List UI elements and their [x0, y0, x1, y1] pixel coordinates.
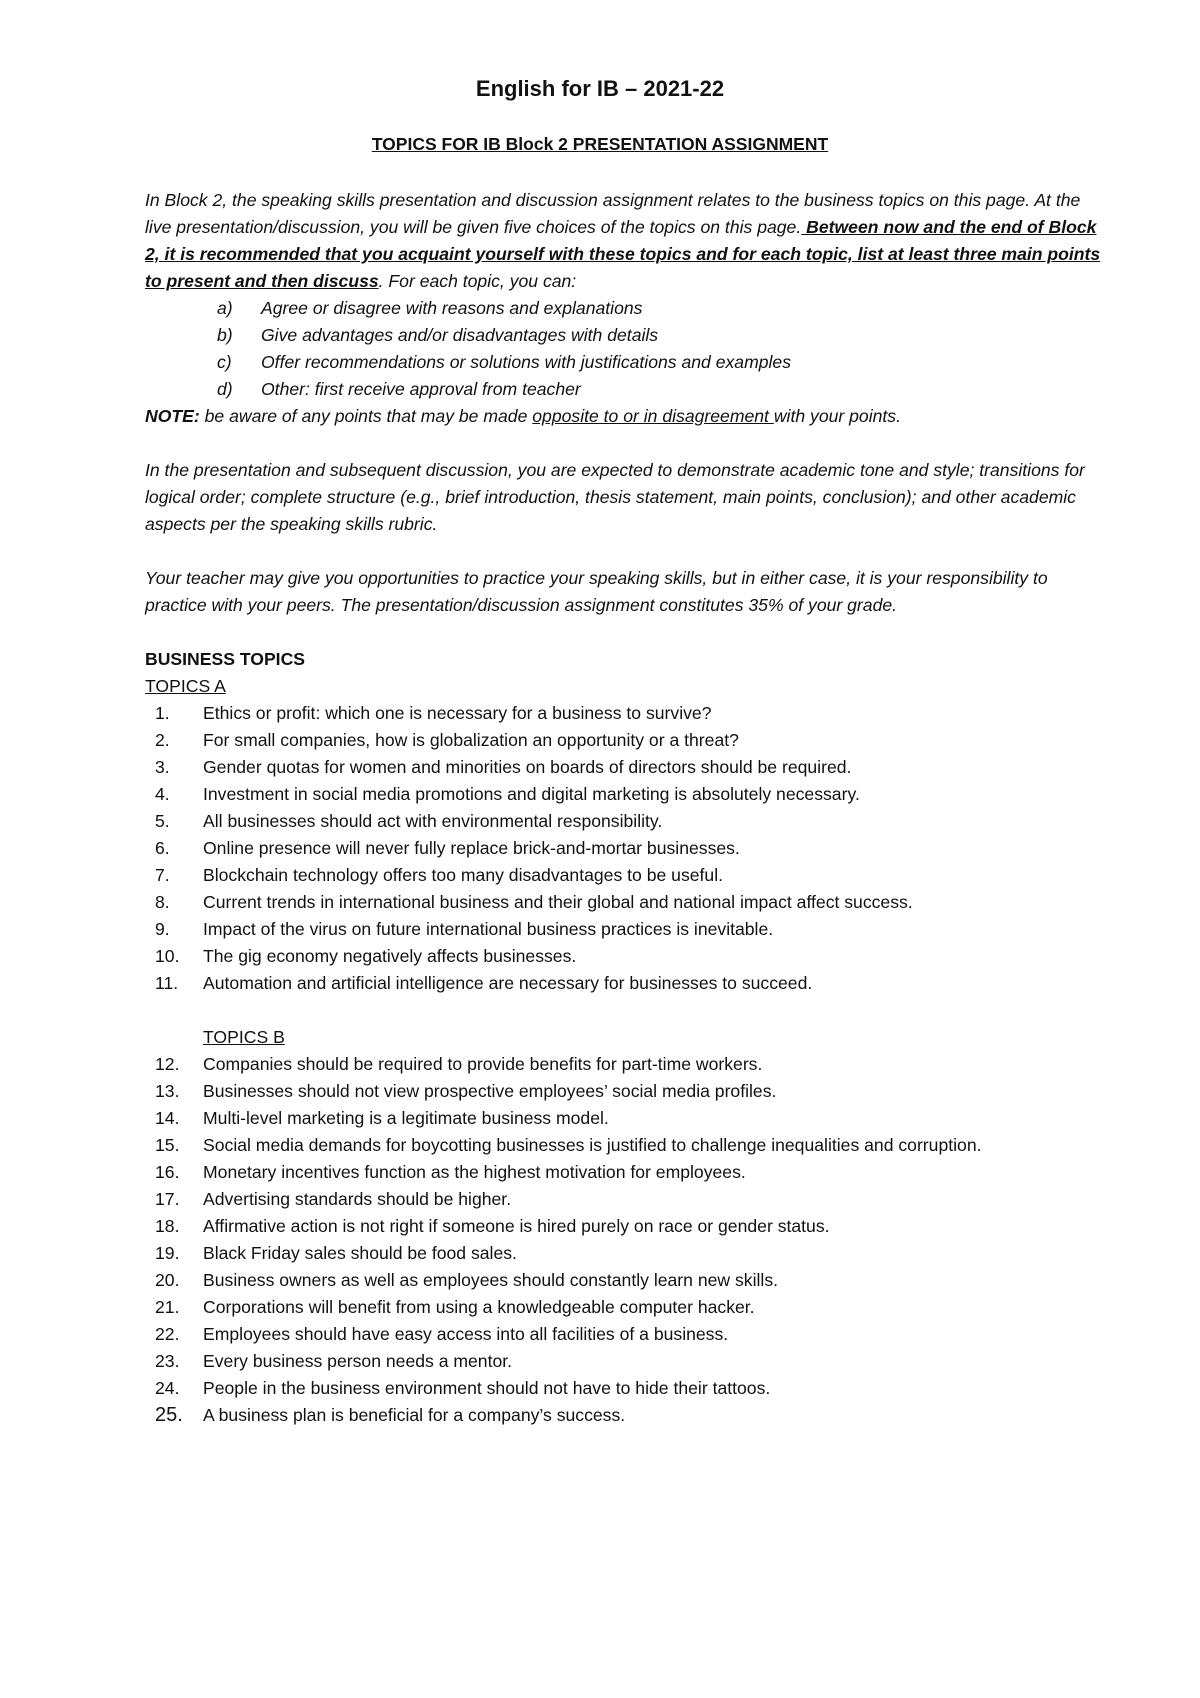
topic-text: People in the business environment should not have to hide their tattoos.	[203, 1378, 771, 1398]
option-marker: d)	[217, 379, 233, 399]
intro-text-end: . For each topic, you can:	[378, 271, 577, 291]
option-item	[145, 322, 1105, 349]
topic-text: A business plan is beneficial for a company’s success.	[203, 1405, 626, 1425]
topic-number: 8.	[155, 892, 170, 912]
topic-text: Automation and artificial intelligence are necessary for businesses to succeed.	[203, 973, 813, 993]
note-text: be aware of any points that may be made	[199, 406, 533, 426]
note-label: NOTE:	[145, 406, 200, 426]
topics-b-heading: TOPICS B	[203, 1027, 285, 1047]
topic-number: 24.	[155, 1378, 180, 1398]
document-body	[145, 187, 1105, 1429]
topics-a-heading: TOPICS A	[145, 676, 226, 696]
option-text: Give advantages and/or disadvantages with details	[261, 325, 659, 345]
topic-item	[145, 1267, 1105, 1294]
topic-number: 1.	[155, 703, 170, 723]
document-title: English for IB – 2021-22	[475, 76, 725, 101]
topic-text: Blockchain technology offers too many disadvantages to be useful.	[203, 865, 723, 885]
topic-number: 16.	[155, 1162, 180, 1182]
topic-item	[145, 1051, 1105, 1078]
spacer	[145, 997, 1105, 1024]
topic-number: 21.	[155, 1297, 180, 1317]
topic-item	[145, 700, 1105, 727]
spacer	[145, 430, 1105, 457]
topic-item	[145, 1078, 1105, 1105]
topic-number: 13.	[155, 1081, 180, 1101]
topic-text: Advertising standards should be higher.	[203, 1189, 512, 1209]
topics-a-list	[145, 700, 1105, 997]
topic-text: Monetary incentives function as the highest motivation for employees.	[203, 1162, 746, 1182]
option-item	[145, 295, 1105, 322]
spacer	[145, 619, 1105, 646]
topic-item	[145, 754, 1105, 781]
topic-number: 10.	[155, 946, 180, 966]
topic-text: Social media demands for boycotting businesses is justified to challenge inequalities and corruption.	[203, 1135, 982, 1155]
option-text: Agree or disagree with reasons and explanations	[261, 298, 643, 318]
topic-text: Online presence will never fully replace brick-and-mortar businesses.	[203, 838, 740, 858]
spacer	[145, 538, 1105, 565]
topic-item	[145, 862, 1105, 889]
note-paragraph	[145, 403, 1105, 430]
topic-number: 19.	[155, 1243, 180, 1263]
topic-item	[145, 1105, 1105, 1132]
practice-paragraph: Your teacher may give you opportunities to practice your speaking skills, but in either case, it is your responsibility to practice with your peers. The presentation/discussion assignment constitutes 35% of your grade.	[145, 568, 1048, 615]
topic-item	[145, 781, 1105, 808]
topic-item	[145, 1159, 1105, 1186]
topic-text: For small companies, how is globalization an opportunity or a threat?	[203, 730, 739, 750]
topic-text: Investment in social media promotions and digital marketing is absolutely necessary.	[203, 784, 860, 804]
business-topics-heading: BUSINESS TOPICS	[145, 649, 306, 669]
topics-b-list	[145, 1051, 1105, 1429]
topic-item	[145, 1132, 1105, 1159]
intro-paragraph	[145, 187, 1105, 295]
topic-item	[145, 1348, 1105, 1375]
topic-number: 2.	[155, 730, 170, 750]
option-text: Other: first receive approval from teacher	[261, 379, 581, 399]
topic-number: 20.	[155, 1270, 180, 1290]
topic-item	[145, 1402, 1105, 1429]
note-underlined-text: opposite to or in disagreement	[532, 406, 774, 426]
topic-text: Multi-level marketing is a legitimate business model.	[203, 1108, 609, 1128]
topic-text: Corporations will benefit from using a knowledgeable computer hacker.	[203, 1297, 755, 1317]
option-marker: a)	[217, 298, 233, 318]
topic-item	[145, 1294, 1105, 1321]
topic-item	[145, 1321, 1105, 1348]
topic-number: 17.	[155, 1189, 180, 1209]
topic-text: All businesses should act with environmental responsibility.	[203, 811, 663, 831]
option-marker: b)	[217, 325, 233, 345]
topic-item	[145, 1186, 1105, 1213]
topic-number: 18.	[155, 1216, 180, 1236]
topic-text: Employees should have easy access into all facilities of a business.	[203, 1324, 729, 1344]
topic-item	[145, 1213, 1105, 1240]
topic-text: Every business person needs a mentor.	[203, 1351, 513, 1371]
topic-number: 11.	[155, 973, 179, 993]
topic-number: 5.	[155, 811, 170, 831]
intro-text: In Block 2, the speaking skills presentation and discussion assignment relates to the business topics on this page. At the live presentation/discussion, you will be given five choices of the topics on this page.	[145, 190, 1081, 237]
topic-number: 22.	[155, 1324, 180, 1344]
options-list	[145, 295, 1105, 403]
option-item	[145, 349, 1105, 376]
option-marker: c)	[217, 352, 232, 372]
topic-number: 25.	[155, 1404, 183, 1426]
topic-number: 4.	[155, 784, 170, 804]
topic-item	[145, 889, 1105, 916]
topic-text: Businesses should not view prospective employees’ social media profiles.	[203, 1081, 777, 1101]
topic-number: 12.	[155, 1054, 180, 1074]
topic-item	[145, 727, 1105, 754]
topic-text: Gender quotas for women and minorities on boards of directors should be required.	[203, 757, 852, 777]
expectations-paragraph: In the presentation and subsequent discussion, you are expected to demonstrate academic tone and style; transitions for logical order; complete structure (e.g., brief introduction, thesis statement, main points, conclusion); and other academic aspects per the speaking skills rubric.	[145, 460, 1085, 534]
note-text-end: with your points.	[773, 406, 901, 426]
option-item	[145, 376, 1105, 403]
topic-text: Ethics or profit: which one is necessary for a business to survive?	[203, 703, 712, 723]
topic-number: 7.	[155, 865, 170, 885]
topic-item	[145, 1375, 1105, 1402]
topic-number: 6.	[155, 838, 170, 858]
topic-number: 3.	[155, 757, 170, 777]
topic-number: 9.	[155, 919, 170, 939]
intro-bold-underlined: Between now and the end of Block 2, it is recommended that you acquaint yourself with these topics and for each topic, list at least three main points to present and then discuss	[145, 217, 1101, 291]
topic-text: Black Friday sales should be food sales.	[203, 1243, 517, 1263]
topic-number: 15.	[155, 1135, 180, 1155]
topic-text: The gig economy negatively affects businesses.	[203, 946, 577, 966]
topic-text: Current trends in international business and their global and national impact affect success.	[203, 892, 913, 912]
topic-item	[145, 1240, 1105, 1267]
topic-item	[145, 970, 1105, 997]
topic-number: 14.	[155, 1108, 180, 1128]
topic-item	[145, 916, 1105, 943]
topic-item	[145, 835, 1105, 862]
topic-text: Companies should be required to provide benefits for part-time workers.	[203, 1054, 763, 1074]
topic-number: 23.	[155, 1351, 180, 1371]
topic-text: Business owners as well as employees should constantly learn new skills.	[203, 1270, 779, 1290]
option-text: Offer recommendations or solutions with justifications and examples	[261, 352, 792, 372]
topic-text: Affirmative action is not right if someone is hired purely on race or gender status.	[203, 1216, 830, 1236]
topic-item	[145, 808, 1105, 835]
topic-item	[145, 943, 1105, 970]
document-subtitle: TOPICS FOR IB Block 2 PRESENTATION ASSIGNMENT	[371, 134, 829, 154]
topic-text: Impact of the virus on future international business practices is inevitable.	[203, 919, 774, 939]
